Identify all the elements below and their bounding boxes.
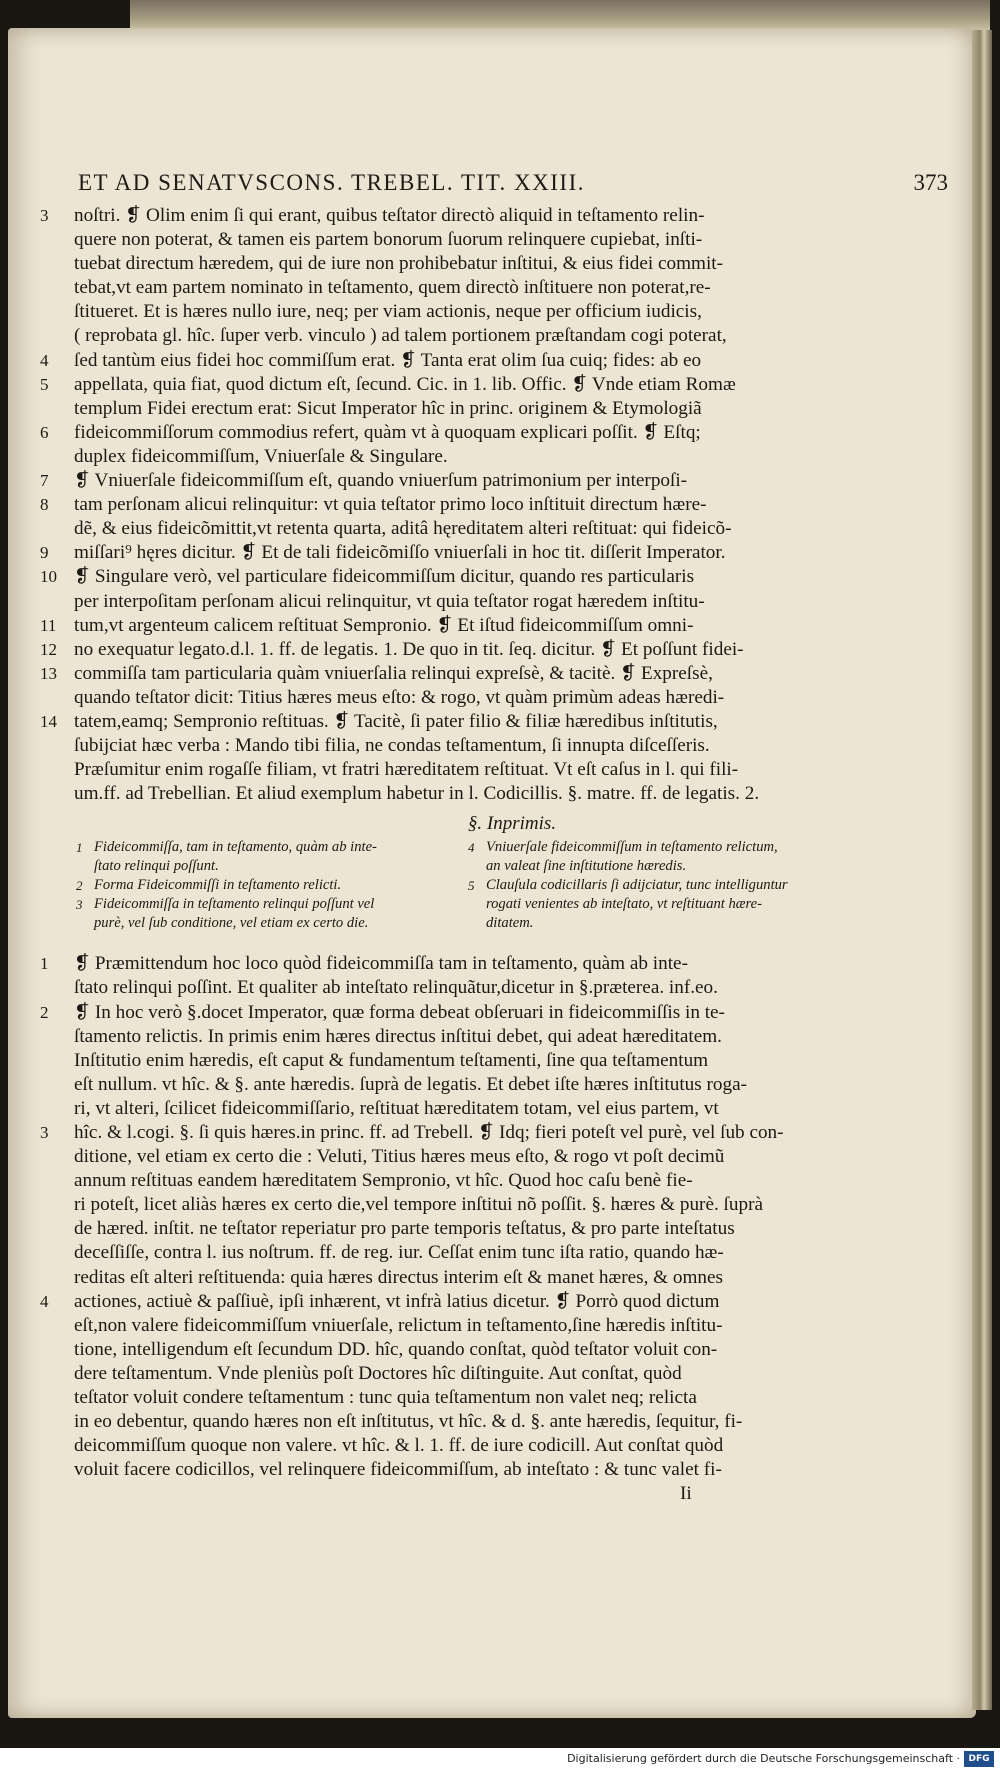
- text-line: [40, 1049, 950, 1073]
- text-line: [40, 1241, 950, 1265]
- text-line: [40, 1193, 950, 1217]
- summary-item: [74, 895, 444, 914]
- line-text: quere non poterat, & tamen eis partem bonorum ſuorum relinquere cupiebat, inſti-: [74, 229, 703, 251]
- summary-number: 5: [468, 878, 475, 894]
- line-text: ſtamento relictis. In primis enim hæres directus inſtitui debet, qui adeat hæreditatem.: [74, 1025, 722, 1047]
- margin-number: 13: [40, 663, 57, 683]
- summary-item: [466, 857, 856, 876]
- text-line: [40, 469, 950, 493]
- summary-box: [74, 838, 854, 952]
- text-line: [40, 445, 950, 469]
- summary-item: [466, 876, 856, 895]
- line-text: miſſari⁹ hęres dicitur. ❡ Et de tali fideicõmiſſo vniuerſali in hoc tit. diſſerit Imperator.: [74, 542, 726, 564]
- summary-left-column: [74, 838, 444, 933]
- line-text: ❡ Vniuerſale fideicommiſſum eſt, quando vniuerſum patrimonium per interpoſi-: [74, 470, 688, 492]
- text-line: [40, 1121, 950, 1145]
- text-line: [40, 300, 950, 324]
- line-text: ſtato relinqui poſſint. Et qualiter ab inteſtato relinquãtur,dicetur in §.præterea. inf.eo.: [74, 977, 718, 999]
- line-text: ſed tantùm eius fidei hoc commiſſum erat. ❡ Tanta erat olim ſua cuiq; fides: ab eo: [74, 349, 702, 371]
- line-text: ſubijciat hæc verba : Mando tibi filia, ne condas teſtamentum, ſi innupta diſceſſeris.: [74, 735, 710, 757]
- main-text: [40, 204, 950, 1507]
- line-text: deicommiſſum quoque non valere. vt hîc. & l. 1. ff. de iure codicill. Aut conſtat quòd: [74, 1435, 724, 1457]
- line-text: tione, intelligendum eſt ſecundum DD. hîc, quando conſtat, quòd teſtator voluit con-: [74, 1338, 718, 1360]
- line-text: tuebat directum hæredem, qui de iure non prohibebatur inſtitui, & eius fidei commit-: [74, 253, 724, 275]
- text-line: [40, 252, 950, 276]
- summary-item: [466, 838, 856, 857]
- line-text: ❡ Singulare verò, vel particulare fideicommiſſum dicitur, quando res particularis: [74, 566, 695, 588]
- text-line: [40, 976, 950, 1000]
- text-line: [40, 565, 950, 589]
- summary-text: Fideicommiſſa, tam in teſtamento, quàm ab inte-: [94, 839, 377, 856]
- text-line: [40, 276, 950, 300]
- margin-number: 4: [40, 1291, 49, 1311]
- summary-text: Clauſula codicillaris ſi adijciatur, tunc intelliguntur: [486, 877, 788, 894]
- margin-number: 10: [40, 567, 57, 587]
- text-line: [40, 1458, 950, 1482]
- book-top-edge: [130, 0, 990, 30]
- line-text: tam perſonam alicui relinquitur: vt quia teſtator primo loco inſtituit directum hære-: [74, 494, 707, 516]
- margin-number: 14: [40, 711, 57, 731]
- line-text: ſtitueret. Et is hæres nullo iure, neq; per viam actionis, neque per officium iudicis,: [74, 301, 702, 323]
- footer-credit: Digitalisierung gefördert durch die Deutsche Forschungsgemeinschaft ·: [567, 1752, 960, 1765]
- text-block-a: [40, 204, 950, 806]
- line-text: tebat,vt eam partem nominato in teſtamento, quem directò inſtituere non poterat,re-: [74, 277, 711, 299]
- text-line: [40, 734, 950, 758]
- line-text: fideicommiſſorum commodius refert, quàm vt à quoquam explicari poſſit. ❡ Eſtq;: [74, 421, 701, 443]
- line-text: dere teſtamentum. Vnde pleniùs poſt Doctores hîc diſtinguite. Aut conſtat, quòd: [74, 1362, 682, 1384]
- summary-item: [466, 914, 856, 933]
- text-line: [40, 349, 950, 373]
- summary-text: ditatem.: [486, 915, 534, 932]
- text-line: [40, 638, 950, 662]
- text-line: [40, 1073, 950, 1097]
- line-text: Inſtitutio enim hæredis, eſt caput & fundamentum teſtamenti, ſine qua teſtamentum: [74, 1049, 709, 1071]
- margin-number: 4: [40, 350, 49, 370]
- line-text: reditas eſt alteri reſtituenda: quia hæres directus interim eſt & manet hæres, & omnes: [74, 1266, 723, 1288]
- section-heading: §. Inprimis.: [467, 813, 557, 835]
- line-text: um.ff. ad Trebellian. Et aliud exemplum habetur in l. Codicillis. §. matre. ff. de legatis. 2.: [74, 783, 760, 805]
- line-text: dẽ, & eius fideicõmittit,vt retenta quarta, aditâ hęreditatem alteri reſtituat: qui fideicõ-: [74, 518, 732, 540]
- signature-mark: Ii: [680, 1483, 692, 1505]
- line-text: per interpoſitam perſonam alicui relinquitur, vt quia teſtator rogat hæredem inſtitu-: [74, 590, 705, 612]
- signature-line: [40, 1482, 950, 1506]
- text-line: [40, 493, 950, 517]
- line-text: duplex fideicommiſſum, Vniuerſale & Singulare.: [74, 445, 448, 467]
- text-line: [40, 517, 950, 541]
- text-line: [40, 662, 950, 686]
- summary-right-column: [466, 838, 856, 933]
- line-text: appellata, quia fiat, quod dictum eſt, ſecund. Cic. in 1. lib. Offic. ❡ Vnde etiam Romæ: [74, 373, 736, 395]
- text-line: [40, 1362, 950, 1386]
- line-text: tum,vt argenteum calicem reſtituat Sempronio. ❡ Et iſtud fideicommiſſum omni-: [74, 614, 694, 636]
- line-text: quando teſtator dicit: Titius hæres meus eſto: & rogo, vt quàm primùm adeas hæredi-: [74, 686, 725, 708]
- line-text: no exequatur legato.d.l. 1. ff. de legatis. 1. De quo in tit. ſeq. dicitur. ❡ Et poſſunt fidei-: [74, 638, 744, 660]
- text-line: [40, 541, 950, 565]
- line-text: ditione, vel etiam ex certo die : Veluti, Titius hæres meus eſto, & rogo vt poſt decimũ: [74, 1146, 725, 1168]
- summary-number: 3: [76, 897, 83, 913]
- margin-number: 7: [40, 471, 49, 491]
- summary-text: Forma Fideicommiſſi in teſtamento relicti.: [94, 877, 342, 894]
- line-text: actiones, actiuè & paſſiuè, ipſi inhærent, vt infrà latius dicetur. ❡ Porrò quod dictum: [74, 1290, 720, 1312]
- text-line: [40, 1217, 950, 1241]
- text-line: [40, 1145, 950, 1169]
- line-text: commiſſa tam particularia quàm vniuerſalia relinqui expreſsè, & tacitè. ❡ Expreſsè,: [74, 662, 713, 684]
- summary-text: Vniuerſale fideicommiſſum in teſtamento relictum,: [486, 839, 778, 856]
- dfg-logo: DFG: [964, 1751, 994, 1767]
- text-block-b: [40, 952, 950, 1482]
- line-text: eſt nullum. vt hîc. & §. ante hæredis. ſuprà de legatis. Et debet iſte hæres inſtitutus roga-: [74, 1073, 748, 1095]
- line-text: ❡ In hoc verò §.docet Imperator, quæ forma debeat obſeruari in fideicommiſſis in te-: [74, 1001, 725, 1023]
- summary-item: [74, 876, 444, 895]
- book-page-edge: [972, 30, 992, 1710]
- text-line: [40, 1266, 950, 1290]
- margin-number: 9: [40, 543, 49, 563]
- text-line: [40, 373, 950, 397]
- summary-text: purè, vel ſub conditione, vel etiam ex certo die.: [94, 915, 369, 932]
- line-text: deceſſiſſe, contra l. ius noſtrum. ff. de reg. iur. Ceſſat enim tunc iſta ratio, quando hæ-: [74, 1242, 724, 1264]
- margin-number: 5: [40, 374, 49, 394]
- summary-item: [74, 857, 444, 876]
- line-text: teſtator voluit condere teſtamentum : tunc quia teſtamentum non valet neq; relicta: [74, 1387, 697, 1409]
- summary-item: [466, 895, 856, 914]
- footer-bar: [0, 1748, 1000, 1771]
- text-line: [40, 614, 950, 638]
- text-line: [40, 952, 950, 976]
- line-text: tatem,eamq; Sempronio reſtituas. ❡ Tacitè, ſi pater filio & filiæ hæredibus inſtitutis,: [74, 710, 718, 732]
- margin-number: 8: [40, 495, 49, 515]
- summary-number: 1: [76, 840, 83, 856]
- line-text: eſt,non valere fideicommiſſum vniuerſale, relictum in teſtamento,ſine hæredis inſtitu-: [74, 1314, 723, 1336]
- summary-text: an valeat ſine inſtitutione hæredis.: [486, 858, 687, 875]
- summary-number: 2: [76, 878, 83, 894]
- margin-number: 3: [40, 206, 49, 225]
- text-line: [40, 758, 950, 782]
- line-text: hîc. & l.cogi. §. ſi quis hæres.in princ. ff. ad Trebell. ❡ Idq; fieri poteſt vel purè, vel ſub con-: [74, 1122, 784, 1143]
- folio-number: 373: [913, 170, 948, 195]
- text-line: [40, 397, 950, 421]
- margin-number: 6: [40, 422, 49, 442]
- line-text: in eo debentur, quando hæres non eſt inſtitutus, vt hîc. & d. §. ante hæredis, ſequitur, fi-: [74, 1411, 743, 1433]
- summary-text: Fideicommiſſa in teſtamento relinqui poſſunt vel: [94, 896, 375, 913]
- text-line: [40, 228, 950, 252]
- running-head: [78, 170, 948, 196]
- text-line: [40, 204, 950, 228]
- text-line: [40, 1001, 950, 1025]
- summary-text: ſtato relinqui poſſunt.: [94, 858, 219, 875]
- text-line: [40, 1290, 950, 1314]
- text-line: [40, 686, 950, 710]
- summary-item: [74, 914, 444, 933]
- text-line: [40, 1025, 950, 1049]
- line-text: de hæred. inſtit. ne teſtator reperiatur pro parte temporis teſtatus, & pro parte inteſtatus: [74, 1218, 735, 1240]
- line-text: voluit facere codicillos, vel relinquere fideicommiſſum, ab inteſtato : & tunc valet fi-: [74, 1459, 722, 1481]
- margin-number: 3: [40, 1123, 49, 1142]
- line-text: ( reprobata gl. hîc. ſuper verb. vinculo ) ad talem portionem præſtandam cogi poterat,: [74, 325, 727, 347]
- text-line: [40, 324, 950, 348]
- margin-number: 12: [40, 639, 57, 659]
- text-line: [40, 590, 950, 614]
- line-text: ❡ Præmittendum hoc loco quòd fideicommiſſa tam in teſtamento, quàm ab inte-: [74, 953, 688, 975]
- text-line: [40, 1314, 950, 1338]
- text-line: [40, 782, 950, 806]
- line-text: noſtri. ❡ Olim enim ſi qui erant, quibus teſtator directò aliquid in teſtamento relin-: [74, 205, 705, 226]
- summary-item: [74, 838, 444, 857]
- text-line: [40, 1410, 950, 1434]
- text-line: [40, 1097, 950, 1121]
- text-line: [40, 1434, 950, 1458]
- text-line: [40, 1169, 950, 1193]
- summary-number: 4: [468, 840, 475, 856]
- margin-number: 11: [40, 615, 57, 635]
- margin-number: 2: [40, 1002, 49, 1022]
- text-line: [40, 1386, 950, 1410]
- line-text: ri, vt alteri, ſcilicet fideicommiſſario, reſtituat hæreditatem totam, vel eius partem, vt: [74, 1097, 719, 1119]
- line-text: templum Fidei erectum erat: Sicut Imperator hîc in princ. originem & Etymologiã: [74, 397, 702, 419]
- text-line: [40, 421, 950, 445]
- summary-text: rogati venientes ab inteſtato, vt reſtituant hære-: [486, 896, 763, 913]
- margin-number: 1: [40, 954, 49, 974]
- running-head-title: ET AD SENATVSCONS. TREBEL. TIT. XXIII.: [78, 170, 585, 195]
- text-line: [40, 1338, 950, 1362]
- line-text: annum reſtituas eandem hæreditatem Sempronio, vt hîc. Quod hoc caſu benè fie-: [74, 1170, 693, 1192]
- line-text: ri poteſt, licet aliàs hæres ex certo die,vel tempore inſtitui nõ poſſit. §. hæres & purè. ſuprà: [74, 1194, 763, 1216]
- text-line: [40, 710, 950, 734]
- line-text: Præſumitur enim rogaſſe filiam, vt fratri hæreditatem reſtituat. Vt eſt caſus in l. qui fili-: [74, 759, 739, 781]
